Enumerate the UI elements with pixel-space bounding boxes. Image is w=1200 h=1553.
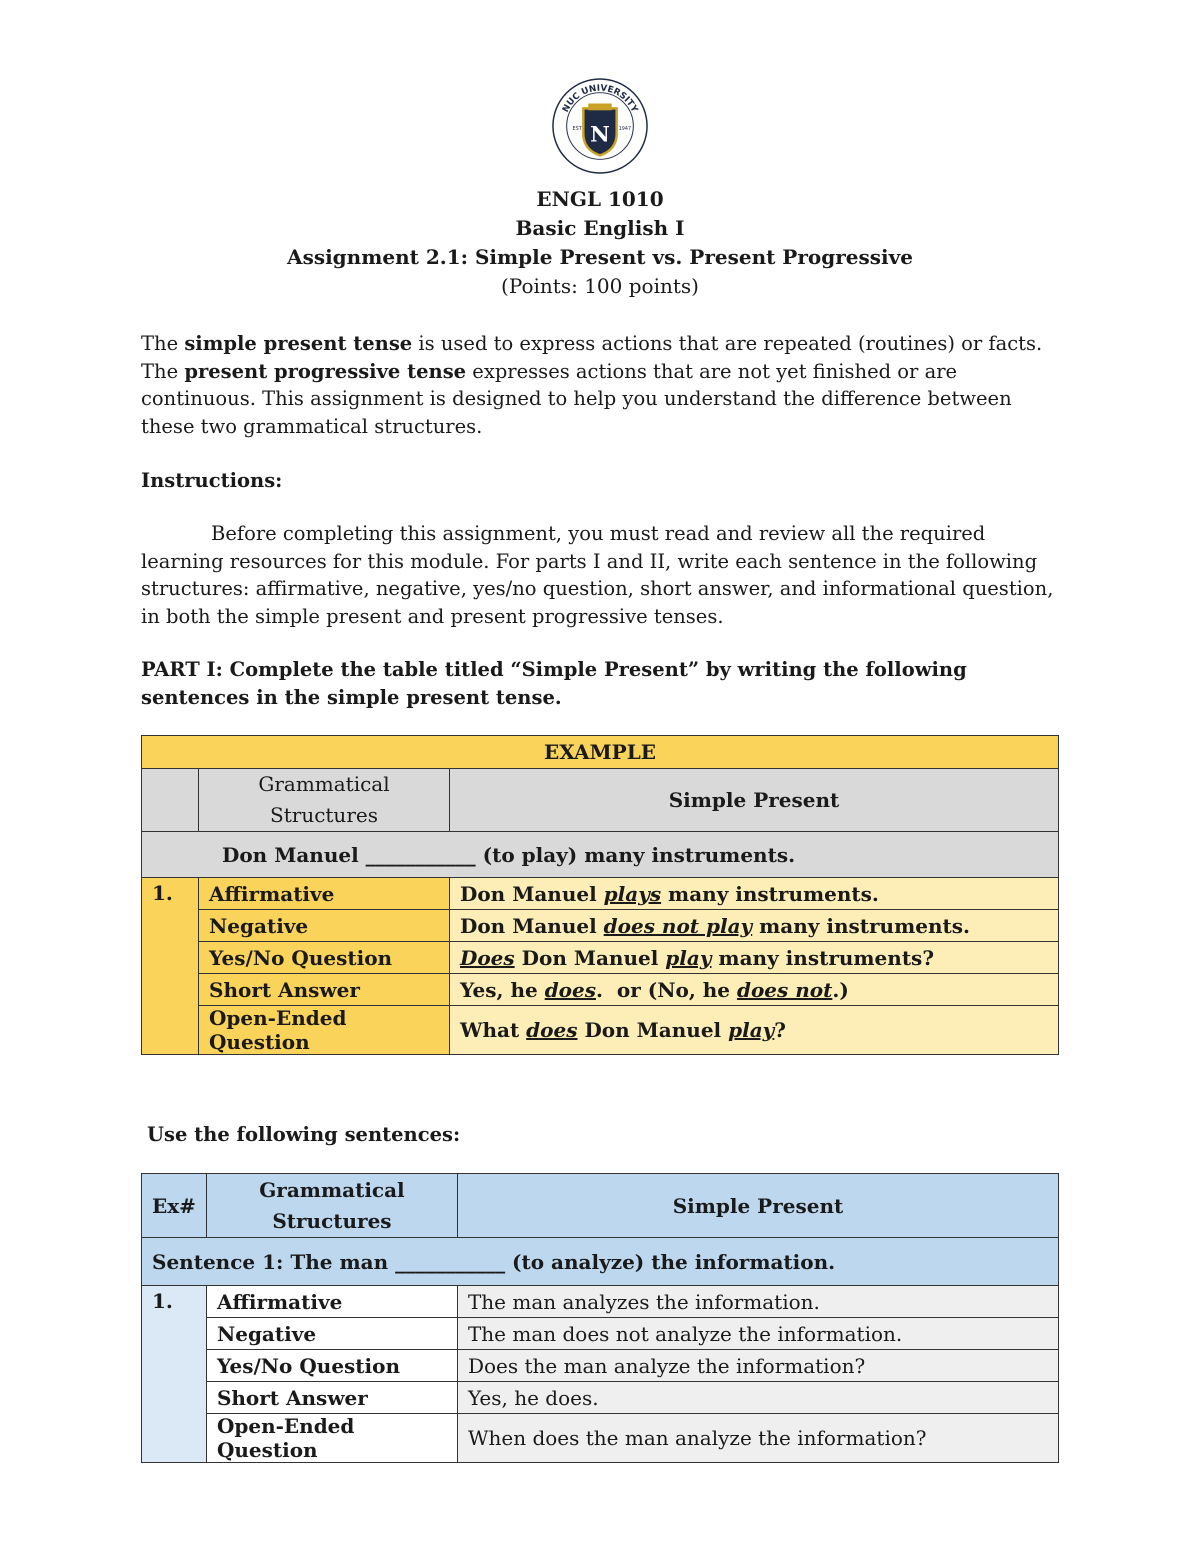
label-open-ended: Open-Ended Question (199, 1006, 450, 1055)
points: (Points: 100 points) (501, 274, 699, 298)
logo-arc-text: NUC UNIVERSITY (560, 83, 640, 115)
svg-text:1947: 1947 (618, 125, 632, 132)
label-yes-no: Yes/No Question (206, 1350, 457, 1382)
col-ex-number: Ex# (142, 1174, 207, 1238)
col-tense: Simple Present (457, 1174, 1058, 1238)
label-open-ended: Open-Ended Question (206, 1414, 457, 1463)
col-structures: Grammatical Structures (199, 769, 450, 832)
answer-affirmative[interactable]: The man analyzes the information. (457, 1286, 1058, 1318)
col-structures: Grammatical Structures (206, 1174, 457, 1238)
label-affirmative: Affirmative (206, 1286, 457, 1318)
term-simple-present: simple present tense (184, 332, 413, 355)
example-open-ended: What does Don Manuel play? (450, 1006, 1059, 1055)
label-short-answer: Short Answer (199, 974, 450, 1006)
example-short-answer: Yes, he does. or (No, he does not.) (450, 974, 1059, 1006)
row-number: 1. (142, 878, 199, 1055)
term-present-progressive: present progressive tense (184, 359, 467, 383)
row-number: 1. (142, 1286, 207, 1463)
svg-text:N: N (590, 122, 610, 148)
answer-negative[interactable]: The man does not analyze the information. (457, 1318, 1058, 1350)
answer-open-ended[interactable]: When does the man analyze the information? (457, 1414, 1058, 1463)
sentence-table (141, 1173, 1059, 1463)
col-tense: Simple Present (450, 769, 1059, 832)
label-yes-no: Yes/No Question (199, 942, 450, 974)
label-negative: Negative (206, 1318, 457, 1350)
course-name: Basic English I (515, 216, 685, 240)
answer-short-answer[interactable]: Yes, he does. (457, 1382, 1058, 1414)
university-seal-logo (551, 77, 649, 175)
course-code: ENGL 1010 (536, 187, 664, 211)
sentence-prompt: Sentence 1: The man ___________ (to analyze) the information. (142, 1238, 1059, 1286)
part1-heading: PART I: Complete the table titled “Simple Present” by writing the following sentences in the simple present tense. (141, 658, 967, 709)
example-table (141, 735, 1059, 1055)
assignment-title: Assignment 2.1: Simple Present vs. Present Progressive (287, 245, 913, 269)
intro-paragraph: The simple present tense is used to express actions that are repeated (routines) or facts. The present progressive tense expresses actions that are not yet finished or are continuous. This assignment is designed to help you understand the difference between these two grammatical structures. (141, 332, 1043, 438)
example-affirmative: Don Manuel plays many instruments. (450, 878, 1059, 910)
example-title: EXAMPLE (142, 736, 1059, 769)
label-affirmative: Affirmative (199, 878, 450, 910)
example-prompt: Don Manuel ___________ (to play) many instruments. (142, 832, 1059, 878)
answer-yes-no[interactable]: Does the man analyze the information? (457, 1350, 1058, 1382)
example-negative: Don Manuel does not play many instruments. (450, 910, 1059, 942)
use-sentences-heading: Use the following sentences: (147, 1123, 461, 1146)
instructions-heading: Instructions: (141, 469, 283, 492)
label-short-answer: Short Answer (206, 1382, 457, 1414)
svg-text:EST: EST (572, 125, 582, 132)
label-negative: Negative (199, 910, 450, 942)
example-yes-no: Does Don Manuel play many instruments? (450, 942, 1059, 974)
instructions-body: Before completing this assignment, you must read and review all the required learning resources for this module. For parts I and II, write each sentence in the following structures: affirmative, negative, yes/no question, short answer, and informational question, in both the simple present and present progressive tenses. (141, 522, 1054, 628)
